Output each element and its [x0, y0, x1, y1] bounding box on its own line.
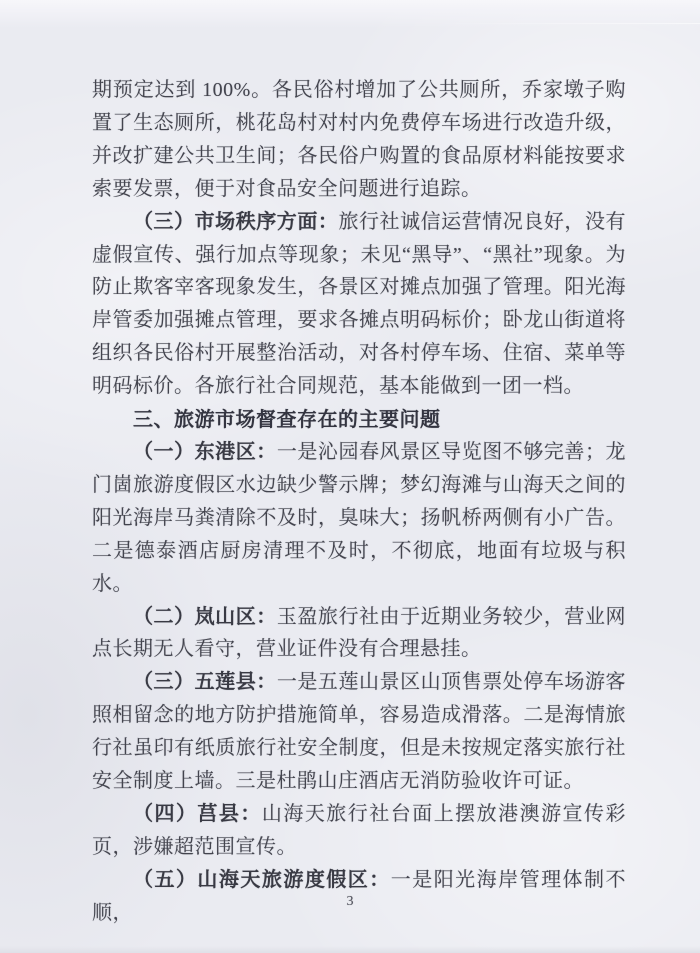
paragraph-lanshan-text: 玉盈旅行社由于近期业务较少，营业网点长期无人看守，营业证件没有合理悬挂。: [92, 605, 627, 661]
scan-top-edge: [0, 0, 700, 28]
paragraph-shanhaitian-text: 一是阳光海岸管理体制不顺，: [92, 868, 627, 924]
paragraph-juxian: [92, 798, 626, 864]
section-heading-issues: 三、旅游市场督查存在的主要问题: [133, 407, 441, 432]
paragraph-continuation: 期预定达到 100%。各民俗村增加了公共厕所，乔家墩子购置了生态厕所，桃花岛村对村内免费停车场进行改造升级，并改扩建公共卫生间；各民俗户购置的食品原材料能按要求索要发票，便于对食品安全问题进行追踪。: [92, 79, 626, 200]
document-body: [92, 74, 626, 930]
paragraph-wulian: [92, 666, 626, 798]
paragraph-market-order-text: 旅行社诚信运营情况良好，没有虚假宣传、强行加点等现象；未见“黑导”、“黑社”现象。为防止欺客宰客现象发生，各景区对摊点加强了管理。阳光海岸管委加强摊点管理，要求各摊点明码标价；卧龙山街道将组织各民俗村开展整治活动，对各村停车场、住宿、菜单等明码标价。各旅行社合同规范，基本能做到一团一档。: [92, 210, 627, 398]
paragraph-wulian-lead: （三）五莲县：: [133, 671, 277, 694]
paragraph-market-order: [92, 206, 626, 403]
paragraph-donggang-text: 一是沁园春风景区导览图不够完善；龙门崮旅游度假区水边缺少警示牌；梦幻海滩与山海天之间的阳光海岸马粪清除不及时，臭味大；扬帆桥两侧有小广告。二是德泰酒店厨房清理不及时，不彻底，地面有垃圾与积水。: [92, 440, 627, 595]
paragraph-wulian-text: 一是五莲山景区山顶售票处停车场游客照相留念的地方防护措施简单，容易造成滑落。二是海情旅行社虽印有纸质旅行社安全制度，但是未按规定落实旅行社安全制度上墙。三是杜鹃山庄酒店无消防验收许可证。: [92, 671, 627, 793]
paragraph-shanhaitian-lead: （五）山海天旅游度假区：: [133, 868, 391, 891]
paragraph-donggang-lead: （一）东港区：: [133, 440, 277, 463]
paragraph-market-order-lead: （三）市场秩序方面：: [133, 210, 339, 233]
paragraph-juxian-text: 山海天旅行社台面上摆放港澳游宣传彩页，涉嫌超范围宣传。: [92, 802, 627, 858]
page-number: 3: [346, 894, 354, 909]
paragraph-donggang: [92, 436, 626, 601]
scan-fold-line: [430, 23, 700, 24]
paragraph-juxian-lead: （四）莒县：: [133, 802, 262, 825]
scan-bottom-edge: [0, 946, 700, 953]
paragraph-lanshan-lead: （二）岚山区：: [133, 605, 277, 628]
paragraph-lanshan: [92, 601, 626, 667]
